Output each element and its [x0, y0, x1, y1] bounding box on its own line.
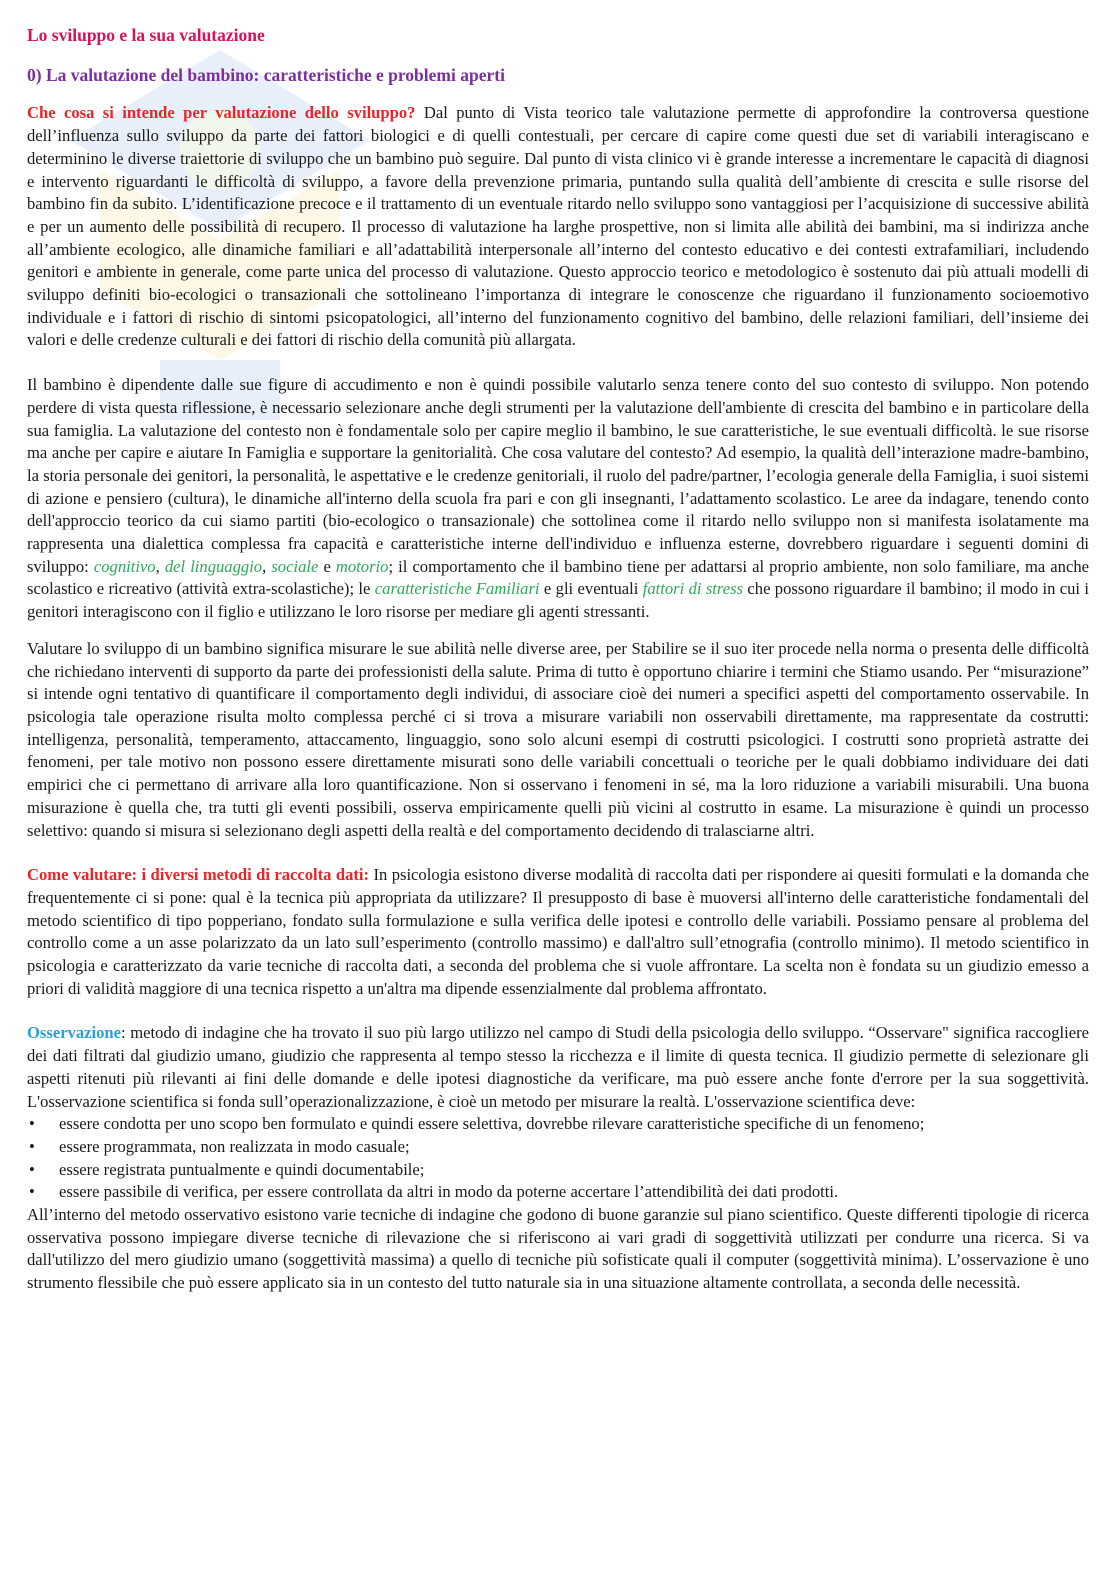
paragraph-misurazione: Valutare lo sviluppo di un bambino significa misurare le sue abilità nelle diverse aree, per Stabilire se il suo iter procede nella norma o presenta delle difficoltà che richiedano interventi di supporto da parte dei professionisti della salute. Prima di tutto è opportuno chiarire i termini che Stiamo usando. Per “misurazione” si intende ogni tentativo di quantificare il comportamento degli individui, di associare cioè dei numeri a specifici aspetti del comportamento osservabile. In psicologia tale operazione risulta molto complessa perché ci si trova a misurare variabili non osservabili direttamente, ma rappresentate da costrutti: intelligenza, personalità, temperamento, attaccamento, linguaggio, sono solo alcuni esempi di costrutti psicologici. I costrutti sono proprietà astratte dei fenomeni, per tale motivo non possono essere direttamente misurati sono delle variabili concettuali o teoriche per le quali dobbiamo individuare dei dati empirici che ci permettano di arrivare alla loro quantificazione. Non si osservano i fenomeni in sé, ma la loro riduzione a variabili misurabili. Una buona misurazione è quella che, tra tutti gli eventi possibili, osserva empiricamente quelli più vicini al costrutto in esame. La misurazione è quindi un processo selettivo: quando si misura si selezionano degli aspetti della realtà e del comportamento decidendo di tralasciarne altri. — [27, 638, 1089, 840]
list-item: • essere condotta per uno scopo ben formulato e quindi essere selettiva, dovrebbe rilevare caratteristiche specifiche di un fenomeno; — [27, 1113, 1089, 1136]
heading-metodi-raccolta: Come valutare: i diversi metodi di raccolta dati: — [27, 865, 370, 885]
paragraph-contesto — [27, 374, 1089, 624]
paragraph-text: : metodo di indagine che ha trovato il suo più largo utilizzo nel campo di Studi della psicologia dello sviluppo. “Osservare" significa raccogliere dei dati filtrati dal giudizio umano, giudizio che rappresenta al tempo stesso la ricchezza e il limite di questa tecnica. Il giudizio permette di selezionare gli aspetti ritenuti più rilevanti ai fini delle domande e delle ipotesi diagnostiche da verificare, ma può essere anche fonte d'errore per la sua soggettività. L'osservazione scientifica si fonda sull’operazionalizzazione, è cioè un metodo per misurare la realtà. L'osservazione scientifica deve: — [27, 1023, 1089, 1111]
heading-valutazione-sviluppo: Che cosa si intende per valutazione dello sviluppo? — [27, 103, 416, 123]
keyword-cognitivo: cognitivo — [93, 556, 156, 576]
paragraph-text: In psicologia esistono diverse modalità di raccolta dati per rispondere ai quesiti formulati e la domanda che frequentemente ci si pone: qual è la tecnica più appropriata da utilizzare? Il presupposto di base è muoversi all'interno delle caratteristiche fondamentali del metodo scientifico di tipo popperiano, fondato sulla formulazione e sulla verifica delle ipotesi e controllo delle variabili. Possiamo pensare al problema del controllo come a un asse polarizzato da un lato sull’esperimento (controllo massimo) e dall'altro sull’etnografia (controllo minimo). Il metodo scientifico in psicologia e caratterizzato da varie tecniche di raccolta dati, a seconda del problema che si vuole affrontare. La scelta non è fondata su un giudizio emesso a priori di validità maggiore di una tecnica rispetto a un'altra ma dipende essenzialmente dal problema affrontato. — [27, 865, 1090, 998]
list-item: • essere registrata puntualmente e quindi documentabile; — [27, 1159, 1089, 1182]
requirements-list — [27, 1113, 1089, 1204]
bullet-icon: • — [29, 1114, 35, 1134]
document-title: Lo sviluppo e la sua valutazione — [27, 25, 265, 45]
paragraph-valutazione-sviluppo — [27, 102, 1089, 352]
document-page — [27, 24, 1089, 1295]
keyword-motorio: motorio — [335, 556, 389, 576]
separator: , — [262, 556, 272, 576]
separator: e — [318, 556, 336, 576]
paragraph-osservazione — [27, 1022, 1089, 1113]
paragraph-metodi-raccolta — [27, 864, 1089, 1000]
paragraph-metodo-osservativo: All’interno del metodo osservativo esistono varie tecniche di indagine che godono di buone garanzie sul piano scientifico. Queste differenti tipologie di ricerca osservativa possono impiegare diverse tecniche di rilevazione che si riferiscono ai vari gradi di soggettività utilizzati per condurre una ricerca. Si va dall'utilizzo del mero giudizio umano (soggettività massima) a quello di tecniche più sofisticate quali il computer (soggettività minima). L’osservazione è uno strumento flessibile che può essere applicato sia in un contesto del tutto naturale sia in una situazione altamente controllata, a seconda delle necessità. — [27, 1205, 1089, 1293]
keyword-caratteristiche-familiari: caratteristiche Familiari — [374, 579, 540, 599]
heading-osservazione: Osservazione — [27, 1023, 122, 1043]
paragraph-text: e gli eventuali — [539, 579, 643, 599]
list-item: • essere programmata, non realizzata in modo casuale; — [27, 1136, 1089, 1159]
bullet-icon: • — [29, 1182, 35, 1202]
paragraph-text: ; il comportamento che il bambino tiene per adattarsi al proprio ambiente, non solo familiare, ma anche scolastico e ricreativo (attività extra-scolastiche); le — [27, 556, 1089, 599]
separator: , — [155, 556, 165, 576]
bullet-icon: • — [29, 1159, 35, 1179]
section-subtitle: 0) La valutazione del bambino: caratteristiche e problemi aperti — [27, 64, 505, 85]
bullet-icon: • — [29, 1136, 35, 1156]
paragraph-text: Il bambino è dipendente dalle sue figure di accudimento e non è quindi possibile valutarlo senza tenere conto del suo contesto di sviluppo. Non potendo perdere di vista questa riflessione, è necessario selezionare anche degli strumenti per la valutazione dell'ambiente di crescita del bambino e in particolare della sua famiglia. La valutazione del contesto non è fondamentale solo per capire meglio il bambino, le sue caratteristiche, le sue eventuali difficoltà. le sue risorse ma anche per capire e aiutare In Famiglia e supportare la genitorialità. Che cosa valutare del contesto? Ad esempio, la qualità dell’interazione madre-bambino, la storia personale dei genitori, la personalità, le aspettative e le credenze genitoriali, il ruolo del padre/partner, l’ecologia generale della Famiglia, i suoi sistemi di azione e pensiero (cultura), le dinamiche all'interno della scuola fra pari e con gli insegnanti, l’adattamento scolastico. Le aree da indagare, tenendo conto dell'approccio teorico da cui siamo partiti (bio-ecologico o transazionale) che sottolinea come il ritardo nello sviluppo non si manifesta isolatamente ma rappresenta una dialettica complessa fra capacità e caratteristiche interne dell'individuo e influenza esterne, dovrebbero riguardare i seguenti domini di sviluppo: — [27, 375, 1089, 576]
list-item: • essere passibile di verifica, per essere controllata da altri in modo da poterne accertare l’attendibilità dei dati prodotti. — [27, 1181, 1089, 1204]
keyword-fattori-di-stress: fattori di stress — [642, 579, 744, 599]
paragraph-text: che possono riguardare il bambino; il modo in cui i genitori interagiscono con il figlio e utilizzano le loro risorse per mediare gli agenti stressanti. — [27, 579, 1090, 622]
keyword-sociale: sociale — [271, 556, 319, 576]
keyword-linguaggio: del linguaggio — [164, 556, 263, 576]
paragraph-text: Dal punto di Vista teorico tale valutazione permette di approfondire la controversa questione dell’influenza sullo sviluppo da parte dei fattori biologici e di quelli contestuali, per cercare di capire come questi due set di variabili interagiscano e determinino le diverse traiettorie di sviluppo che un bambino può seguire. Dal punto di vista clinico vi è grande interesse a incrementare le capacità di diagnosi e intervento riguardanti le difficoltà di sviluppo, a favore della prevenzione primaria, puntando sulla qualità dell’ambiente di crescita e sulle risorse del bambino fin da subito. L’identificazione precoce e il trattamento di un eventuale ritardo nello sviluppo sono vantaggiosi per l’acquisizione di successive abilità e per un aumento delle possibilità di recupero. Il processo di valutazione ha larghe prospettive, non si limita alle abilità dei bambini, ma si indirizza anche all’ambiente ecologico, alle dinamiche familiari e all’adattabilità interpersonale all’interno del contesto educativo e dei contesti extrafamiliari, includendo genitori e ambiente in generale, come parte unica del processo di valutazione. Questo approccio teorico e metodologico è sostenuto dai più attuali modelli di sviluppo definiti bio-ecologici o transazionali che sottolineano l’importanza di integrare le conoscenze che riguardano il funzionamento socioemotivo individuale e i fattori di rischio di sintomi psicopatologici, all’interno del funzionamento cognitivo del bambino, delle relazioni familiari, dell’insieme dei valori e delle credenze culturali e dei fattori di rischio della comunità più allargata. — [27, 103, 1089, 350]
